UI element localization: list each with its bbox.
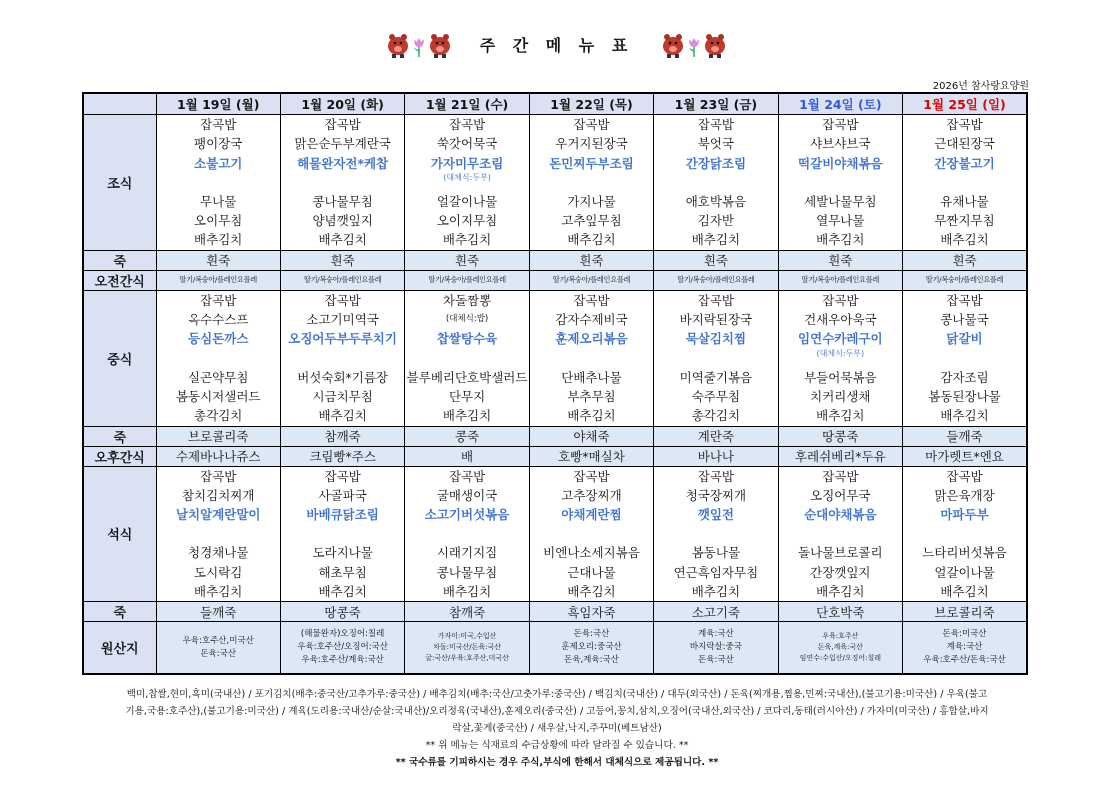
meal-label: 조식 bbox=[83, 115, 156, 251]
origin-note-line: 백미,찹쌀,현미,흑미(국내산) / 포기김치(배추:중국산/고추가루:중국산) / 배추김치(배추:국산/고춧가루:중국산) / 백김치(국내산) / 대두(외국산) / 돈육(찌개용,찜용,민찌:국내산),(불고기용:미국산) / 우육(불고 bbox=[126, 689, 988, 700]
substitute-note bbox=[157, 524, 280, 543]
meal-cell bbox=[529, 290, 653, 426]
menu-item: 쑥갓어묵국 bbox=[436, 136, 498, 152]
day-header: 1월 19일 (월) bbox=[156, 93, 280, 115]
substitute-note bbox=[281, 349, 404, 368]
menu-item: 굴매생이국 bbox=[436, 487, 498, 503]
main-dish: 찹쌀탕수육 bbox=[436, 331, 498, 347]
menu-item: 잡곡밥 bbox=[200, 117, 237, 132]
menu-item: 잡곡밥 bbox=[822, 468, 859, 484]
origin-text bbox=[405, 631, 528, 664]
porridge-cell: 단호박죽 bbox=[778, 602, 902, 622]
origin-line: 우육:호주산/오징어:국산 bbox=[297, 642, 388, 653]
snack-cell: 딸기/복숭아/플레인요플레 bbox=[654, 270, 778, 290]
pig-icon bbox=[703, 30, 727, 58]
porridge-cell: 흰죽 bbox=[654, 250, 778, 270]
menu-item: 청국장찌개 bbox=[685, 487, 747, 503]
menu-item: 배추김치 bbox=[567, 232, 616, 248]
origin-line: 차돌:미국산/돈육:국산 bbox=[433, 643, 502, 652]
title-area bbox=[0, 30, 1113, 78]
menu-item: 얼갈이나물 bbox=[436, 193, 498, 209]
menu-item: 숙주무침 bbox=[691, 388, 741, 404]
porridge-cell: 흰죽 bbox=[529, 250, 653, 270]
porridge-cell: 땅콩죽 bbox=[280, 602, 404, 622]
origin-line: 임연수:수입산/오징어:칠레 bbox=[799, 654, 882, 663]
menu-item: 열무나물 bbox=[816, 213, 865, 229]
porridge-cell: 소고기죽 bbox=[654, 602, 778, 622]
porridge-cell: 땅콩죽 bbox=[778, 426, 902, 446]
menu-item: 맑은순두부계란국 bbox=[294, 136, 391, 152]
main-dish: 훈제오리볶음 bbox=[555, 331, 628, 347]
meal-label: 오전간식 bbox=[83, 270, 156, 290]
porridge-cell: 참깨죽 bbox=[280, 426, 404, 446]
snack-cell: 바나나 bbox=[654, 446, 778, 466]
origin-line: 훈제오리:중국산 bbox=[561, 642, 622, 653]
menu-item: 봄동시저샐러드 bbox=[175, 388, 261, 404]
porridge-row bbox=[83, 602, 1027, 622]
meal-label: 석식 bbox=[83, 466, 156, 602]
menu-item: 돌나물브로콜리 bbox=[798, 545, 883, 561]
menu-item: 배추김치 bbox=[691, 584, 741, 600]
menu-item: 도시락김 bbox=[194, 564, 243, 580]
menu-item: 배추김치 bbox=[442, 584, 492, 600]
snack-cell: 후레쉬베리*두유 bbox=[778, 446, 902, 466]
snack-cell: 호빵*매실차 bbox=[529, 446, 653, 466]
porridge-cell: 참깨죽 bbox=[405, 602, 529, 622]
day-header: 1월 22일 (목) bbox=[529, 93, 653, 115]
day-header: 1월 20일 (화) bbox=[280, 93, 404, 115]
lunch-row bbox=[83, 290, 1027, 426]
menu-item: 배추김치 bbox=[442, 408, 492, 424]
tulip-icon bbox=[412, 36, 426, 58]
origin-line: (해물완자)오징어:칠레 bbox=[300, 629, 385, 640]
menu-item: 잡곡밥 bbox=[200, 468, 237, 484]
menu-item: 오이무침 bbox=[194, 213, 243, 229]
menu-item: 잡곡밥 bbox=[697, 117, 735, 132]
substitute-note bbox=[281, 173, 404, 192]
meal-label: 죽 bbox=[83, 426, 156, 446]
porridge-cell: 브로콜리죽 bbox=[156, 426, 280, 446]
menu-item: 배추김치 bbox=[318, 584, 367, 600]
menu-item: 블루베리단호박샐러드 bbox=[406, 369, 528, 385]
menu-item: 건새우아욱국 bbox=[804, 312, 877, 328]
origin-note-line: 락살,꽃게(중국산) / 새우살,낙지,주꾸미(베트남산) bbox=[452, 723, 662, 734]
menu-item: 참치김치찌개 bbox=[181, 487, 255, 503]
substitute-note bbox=[157, 173, 280, 192]
origin-line: 바지락살:중국 bbox=[689, 642, 742, 653]
menu-item: 배추김치 bbox=[940, 584, 989, 600]
origin-cell bbox=[654, 622, 778, 674]
menu-item: 실곤약무침 bbox=[188, 369, 249, 385]
menu-item: 감자조림 bbox=[940, 369, 989, 385]
porridge-cell: 흰죽 bbox=[405, 250, 529, 270]
meal-label: 죽 bbox=[83, 602, 156, 622]
snack-cell: 수제바나나쥬스 bbox=[156, 446, 280, 466]
menu-item: 총각김치 bbox=[691, 408, 741, 424]
origin-text bbox=[779, 631, 902, 664]
menu-item: 바지락된장국 bbox=[679, 312, 753, 328]
substitute-note: (대체식:두부) bbox=[443, 172, 491, 182]
menu-item: 애호박볶음 bbox=[685, 193, 747, 209]
menu-item: 배추김치 bbox=[816, 232, 865, 248]
substitute-note: (대체식:두부) bbox=[816, 348, 865, 358]
menu-item: 샤브샤브국 bbox=[810, 136, 871, 152]
menu-item: 차돌짬뽕 bbox=[442, 292, 492, 308]
menu-item: 배추김치 bbox=[816, 584, 865, 600]
main-dish: 소불고기 bbox=[194, 155, 243, 171]
menu-item: 잡곡밥 bbox=[946, 292, 983, 308]
substitute-note bbox=[405, 524, 528, 543]
menu-item: 가지나물 bbox=[567, 193, 616, 209]
porridge-cell: 흰죽 bbox=[156, 250, 280, 270]
origin-line: 우육:호주산/계육:국산 bbox=[301, 655, 384, 666]
main-dish: 날치알계란말이 bbox=[175, 507, 261, 523]
supply-note: ** 위 메뉴는 식재료의 수급상황에 따라 달라질 수 있습니다. ** bbox=[425, 740, 689, 751]
porridge-cell: 계란죽 bbox=[654, 426, 778, 446]
main-dish: 순대야채볶음 bbox=[804, 507, 877, 523]
substitute-note bbox=[530, 524, 653, 543]
main-dish: 묵살김치찜 bbox=[685, 331, 747, 347]
menu-item: 청경채나물 bbox=[188, 545, 249, 561]
origin-line: 계육:국산 bbox=[698, 629, 734, 640]
origin-cell bbox=[529, 622, 653, 674]
meal-label: 중식 bbox=[83, 290, 156, 426]
menu-item: 양념깻잎지 bbox=[312, 213, 373, 229]
main-dish: 가자미무조림 bbox=[430, 155, 504, 171]
origin-text bbox=[530, 628, 653, 667]
main-dish: 해물완자전*케찹 bbox=[297, 155, 389, 171]
menu-item: 유채나물 bbox=[940, 193, 989, 209]
main-dish: 임연수카레구이 bbox=[798, 331, 883, 347]
menu-item: 잡곡밥 bbox=[448, 468, 486, 484]
substitute-note bbox=[530, 349, 653, 368]
menu-item: 고추장찌개 bbox=[561, 487, 622, 503]
snack-cell: 마가렛트*엔요 bbox=[903, 446, 1027, 466]
porridge-cell: 브로콜리죽 bbox=[903, 602, 1027, 622]
substitute-note bbox=[157, 349, 280, 368]
main-dish: 간장불고기 bbox=[934, 155, 995, 171]
meal-label: 죽 bbox=[83, 250, 156, 270]
origin-cell bbox=[156, 622, 280, 674]
menu-item: 오이지무침 bbox=[436, 213, 498, 229]
meal-cell bbox=[529, 115, 653, 251]
meal-cell bbox=[405, 115, 529, 251]
meal-cell bbox=[405, 466, 529, 602]
menu-item: 단배추나물 bbox=[561, 369, 622, 385]
menu-item: 소고기미역국 bbox=[306, 312, 379, 328]
substitute-note bbox=[903, 349, 1026, 368]
menu-item: 근대된장국 bbox=[934, 136, 995, 152]
menu-item: 잡곡밥 bbox=[573, 292, 610, 308]
menu-item: 시금치무침 bbox=[312, 388, 373, 404]
origin-text bbox=[903, 628, 1026, 667]
menu-item: 세발나물무침 bbox=[804, 193, 877, 209]
meal-cell bbox=[654, 466, 778, 602]
porridge-cell: 흰죽 bbox=[280, 250, 404, 270]
menu-item: 잡곡밥 bbox=[822, 292, 859, 308]
organization-label: 2026년 참사랑요양원 bbox=[932, 81, 1029, 92]
day-header-sunday: 1월 25일 (일) bbox=[903, 93, 1027, 115]
menu-item: 잡곡밥 bbox=[573, 468, 610, 484]
weekly-menu-table bbox=[82, 92, 1028, 675]
menu-item: 콩나물국 bbox=[940, 312, 989, 328]
substitute-note bbox=[405, 349, 528, 368]
menu-item: 부들어묵볶음 bbox=[804, 369, 877, 385]
menu-item: 잡곡밥 bbox=[324, 292, 361, 308]
menu-item: 감자수제비국 bbox=[555, 312, 628, 328]
substitute-note bbox=[654, 524, 777, 543]
substitute-note bbox=[281, 524, 404, 543]
origin-line: 돈육:국산 bbox=[200, 648, 237, 659]
meal-cell bbox=[903, 115, 1027, 251]
menu-item: 얼갈이나물 bbox=[934, 564, 995, 580]
menu-item: 시래기지짐 bbox=[436, 545, 498, 561]
meal-cell bbox=[405, 290, 529, 426]
origin-cell bbox=[778, 622, 902, 674]
menu-item: 해초무침 bbox=[318, 564, 367, 580]
snack-cell: 딸기/복숭아/플레인요플레 bbox=[529, 270, 653, 290]
pm-snack-row bbox=[83, 446, 1027, 466]
origin-line: 돈육:국산 bbox=[573, 629, 610, 640]
snack-cell: 딸기/복숭아/플레인요플레 bbox=[156, 270, 280, 290]
menu-item: 부추무침 bbox=[567, 388, 616, 404]
meal-cell bbox=[156, 115, 280, 251]
menu-item: 치커리생채 bbox=[810, 388, 871, 404]
main-dish: 마파두부 bbox=[940, 507, 989, 523]
menu-item: 북엇국 bbox=[697, 136, 735, 152]
pig-decoration-left bbox=[386, 30, 452, 58]
snack-cell: 크림빵*주스 bbox=[280, 446, 404, 466]
menu-item: 콩나물무침 bbox=[436, 564, 498, 580]
snack-cell: 배 bbox=[405, 446, 529, 466]
pig-icon bbox=[386, 30, 410, 58]
menu-item: 사골파국 bbox=[318, 487, 367, 503]
menu-item: 팽이장국 bbox=[194, 136, 243, 152]
substitute-note bbox=[903, 524, 1026, 543]
menu-item: (대체식:밥) bbox=[445, 314, 489, 325]
menu-item: 배추김치 bbox=[940, 408, 989, 424]
origin-text bbox=[654, 628, 777, 667]
origin-cell bbox=[280, 622, 404, 674]
tulip-icon bbox=[687, 36, 701, 58]
substitute-note bbox=[530, 173, 653, 192]
origin-line: 돈육:국산 bbox=[698, 655, 734, 666]
meal-cell bbox=[280, 290, 404, 426]
footnotes bbox=[84, 686, 1030, 771]
origin-line: 굴:국산/우육:호주산,미국산 bbox=[425, 654, 509, 663]
meal-label: 원산지 bbox=[83, 622, 156, 674]
menu-item: 배추김치 bbox=[194, 584, 243, 600]
porridge-cell: 들깨죽 bbox=[903, 426, 1027, 446]
meal-cell bbox=[903, 290, 1027, 426]
menu-item: 도라지나물 bbox=[312, 545, 373, 561]
menu-item: 잡곡밥 bbox=[822, 117, 859, 132]
dinner-row bbox=[83, 466, 1027, 602]
porridge-row bbox=[83, 426, 1027, 446]
menu-item: 배추김치 bbox=[194, 232, 243, 248]
menu-item: 느타리버섯볶음 bbox=[922, 545, 1007, 561]
menu-item: 고추잎무침 bbox=[561, 213, 622, 229]
porridge-cell: 들깨죽 bbox=[156, 602, 280, 622]
menu-item: 오징어무국 bbox=[810, 487, 871, 503]
main-dish: 바베큐닭조림 bbox=[306, 507, 379, 523]
substitute-note bbox=[654, 173, 777, 192]
menu-item: 간장깻잎지 bbox=[810, 564, 871, 580]
noodle-substitute-note: ** 국수류를 기피하시는 경우 주식,부식에 한해서 대체식으로 제공됩니다. ** bbox=[395, 757, 719, 768]
meal-cell bbox=[654, 115, 778, 251]
substitute-note bbox=[654, 349, 777, 368]
origin-row bbox=[83, 622, 1027, 674]
menu-item: 연근흑임자무침 bbox=[673, 564, 759, 580]
origin-line: 계육:국산 bbox=[946, 642, 983, 653]
menu-item: 배추김치 bbox=[318, 232, 367, 248]
snack-cell: 딸기/복숭아/플레인요플레 bbox=[778, 270, 902, 290]
menu-item: 배추김치 bbox=[567, 584, 616, 600]
menu-item: 봄동나물 bbox=[691, 545, 741, 561]
menu-item: 배추김치 bbox=[442, 232, 492, 248]
menu-item: 잡곡밥 bbox=[946, 468, 983, 484]
meal-cell bbox=[778, 290, 902, 426]
main-dish: 떡갈비야채볶음 bbox=[798, 155, 883, 171]
substitute-note bbox=[779, 524, 902, 543]
menu-item: 버섯숙회*기름장 bbox=[297, 369, 389, 385]
menu-item: 미역줄기볶음 bbox=[679, 369, 753, 385]
meal-cell bbox=[156, 290, 280, 426]
day-header: 1월 23일 (금) bbox=[654, 93, 778, 115]
pig-icon bbox=[661, 30, 685, 58]
main-dish: 돈민찌두부조림 bbox=[549, 155, 634, 171]
breakfast-row bbox=[83, 115, 1027, 251]
pig-icon bbox=[428, 30, 452, 58]
menu-item: 배추김치 bbox=[567, 408, 616, 424]
origin-text bbox=[157, 635, 280, 661]
menu-item: 잡곡밥 bbox=[697, 468, 735, 484]
meal-label: 오후간식 bbox=[83, 446, 156, 466]
menu-item: 잡곡밥 bbox=[448, 117, 486, 132]
corner-cell bbox=[83, 93, 156, 115]
meal-cell bbox=[280, 115, 404, 251]
menu-item: 총각김치 bbox=[194, 408, 243, 424]
pig-decoration-right bbox=[661, 30, 727, 58]
page-title: 주 간 메 뉴 표 bbox=[479, 35, 634, 55]
menu-item: 잡곡밥 bbox=[697, 292, 735, 308]
menu-item: 봄동된장나물 bbox=[928, 388, 1001, 404]
menu-item: 배추김치 bbox=[691, 232, 741, 248]
main-dish: 깻잎전 bbox=[697, 507, 735, 523]
main-dish: 야채계란찜 bbox=[561, 507, 622, 523]
origin-line: 우육:호주산/돈육:국산 bbox=[923, 655, 1006, 666]
snack-cell: 딸기/복숭아/플레인요플레 bbox=[405, 270, 529, 290]
menu-item: 김자반 bbox=[697, 213, 735, 229]
menu-item: 잡곡밥 bbox=[573, 117, 610, 132]
menu-item: 배추김치 bbox=[940, 232, 989, 248]
meal-cell bbox=[778, 115, 902, 251]
origin-line: 돈육,계육:국산 bbox=[817, 643, 863, 652]
origin-line: 돈육:미국산 bbox=[942, 629, 987, 640]
meal-cell bbox=[903, 466, 1027, 602]
main-dish: 오징어두부두루치기 bbox=[288, 331, 397, 347]
meal-cell bbox=[778, 466, 902, 602]
menu-item: 잡곡밥 bbox=[324, 117, 361, 132]
menu-item: 단무지 bbox=[448, 388, 486, 404]
menu-item: 맑은육개장 bbox=[934, 487, 995, 503]
menu-item: 배추김치 bbox=[318, 408, 367, 424]
origin-text bbox=[281, 628, 404, 667]
porridge-cell: 흰죽 bbox=[778, 250, 902, 270]
origin-note-line: 기용,국용:호주산),(불고기용:미국산) / 계육(도리용:국내산/순살:국내산)/오리정육(국내산),훈제오리(중국산) / 고등어,꽁치,삼치,오징어(국내산,외국산) / 코다리,동태(러시아산) / 가자미(미국산) / 홍합살,바지 bbox=[125, 706, 989, 717]
menu-item: 우거지된장국 bbox=[555, 136, 628, 152]
origin-line: 우육:호주산,미국산 bbox=[182, 635, 254, 646]
origin-cell bbox=[405, 622, 529, 674]
meal-cell bbox=[529, 466, 653, 602]
origin-line: 돈육,계육:국산 bbox=[564, 655, 619, 666]
origin-line: 우육:호주산 bbox=[822, 632, 859, 641]
porridge-cell: 흰죽 bbox=[903, 250, 1027, 270]
meal-cell bbox=[280, 466, 404, 602]
main-dish: 간장닭조림 bbox=[685, 155, 747, 171]
porridge-cell: 흑임자죽 bbox=[529, 602, 653, 622]
origin-line: 가자미:미국,수입산 bbox=[437, 632, 497, 641]
menu-item: 무짠지무침 bbox=[934, 213, 995, 229]
substitute-note bbox=[903, 173, 1026, 192]
menu-item: 옥수수스프 bbox=[188, 312, 249, 328]
day-header-saturday: 1월 24일 (토) bbox=[778, 93, 902, 115]
menu-item: 잡곡밥 bbox=[200, 292, 237, 308]
porridge-cell: 야채죽 bbox=[529, 426, 653, 446]
main-dish: 등심돈까스 bbox=[188, 331, 249, 347]
meal-cell bbox=[654, 290, 778, 426]
menu-item: 콩나물무침 bbox=[312, 193, 373, 209]
menu-item: 배추김치 bbox=[816, 408, 865, 424]
meal-cell bbox=[156, 466, 280, 602]
snack-cell: 딸기/복숭아/플레인요플레 bbox=[280, 270, 404, 290]
porridge-row bbox=[83, 250, 1027, 270]
menu-item: 무나물 bbox=[200, 193, 237, 209]
main-dish: 소고기버섯볶음 bbox=[424, 507, 510, 523]
porridge-cell: 콩죽 bbox=[405, 426, 529, 446]
menu-item: 근대나물 bbox=[567, 564, 616, 580]
day-header-row bbox=[83, 93, 1027, 115]
menu-item: 비엔나소세지볶음 bbox=[543, 545, 640, 561]
origin-cell bbox=[903, 622, 1027, 674]
day-header: 1월 21일 (수) bbox=[405, 93, 529, 115]
main-dish: 닭갈비 bbox=[946, 331, 983, 347]
menu-item: 잡곡밥 bbox=[324, 468, 361, 484]
menu-item: 잡곡밥 bbox=[946, 117, 983, 132]
am-snack-row bbox=[83, 270, 1027, 290]
snack-cell: 딸기/복숭아/플레인요플레 bbox=[903, 270, 1027, 290]
substitute-note bbox=[779, 173, 902, 192]
